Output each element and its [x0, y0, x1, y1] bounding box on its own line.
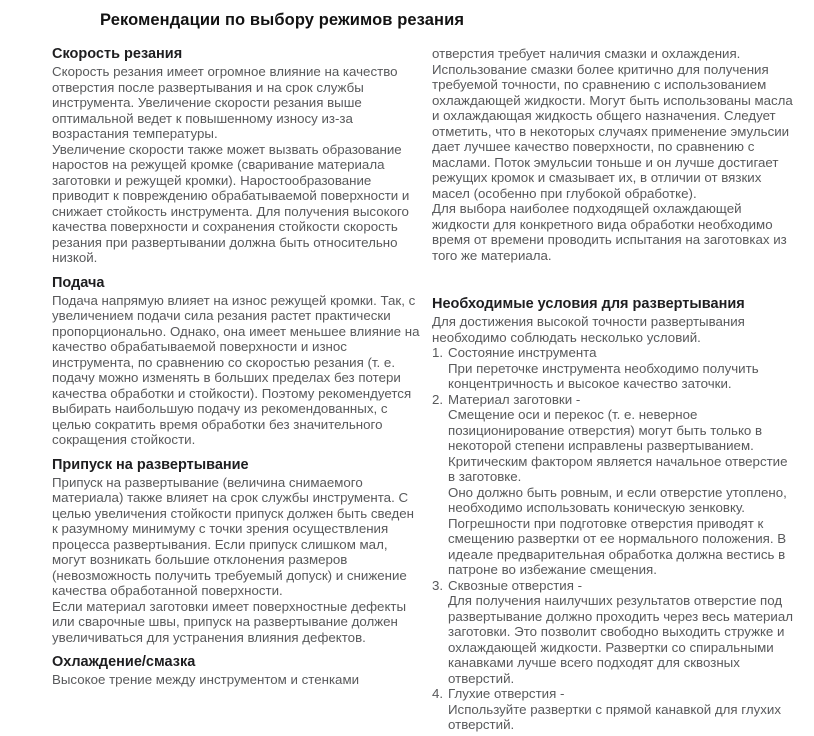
- paragraph: Оно должно быть ровным, и если отверстие утоплено, необходимо использовать коническую зенковку. Погрешности при подготовке отверстия приводят к смещению развертки от ее нормального положения. В идеале предварительная обработка должна вестись в патроне во избежание смещения.: [448, 484, 787, 577]
- list-item-number: 3.: [432, 577, 444, 593]
- section-heading-cooling-lubrication: Охлаждение/смазка: [52, 654, 196, 670]
- list-item-number: 1.: [432, 345, 444, 360]
- section-heading-cutting-speed: Скорость резания: [52, 46, 183, 62]
- list-item-number: 4.: [432, 686, 444, 701]
- section-cutting-speed: [52, 46, 420, 266]
- left-column: [52, 46, 420, 733]
- list-item-title: Состояние инструмента: [448, 345, 597, 360]
- paragraph: Используйте развертки с прямой канавкой для глухих отверстий.: [448, 701, 781, 732]
- section-heading-reaming-allowance: Припуск на развертывание: [52, 456, 249, 473]
- two-column-layout: [52, 46, 794, 733]
- list-item-content: [448, 392, 794, 578]
- paragraph: Подача напрямую влияет на износ режущей кромки. Так, с увеличением подачи сила резания растет практически пропорционально. Однако, она имеет меньшее влияние на качество обрабатываемой поверхности и износ инструмента, по сравнению со скоростью резания (т. е. подачу можно изменять в больших пределах без потери качества обработки и стойкости). Поэтому рекомендуется выбирать наибольшую подачу из рекомендованных, с целью сократить время обработки без значительного сокращения стойкости.: [52, 292, 420, 447]
- paragraph: Скорость резания имеет огромное влияние на качество отверстия после развертывания и на срок службы инструмента. Увеличение скорости резания выше оптимальной ведет к повышенному износу из-за возрастания температуры.: [52, 64, 398, 141]
- conditions-intro: Для достижения высокой точности развертывания необходимо соблюдать несколько условий.: [432, 314, 745, 345]
- section-cooling-lubrication: [52, 654, 420, 688]
- paragraph: Высокое трение между инструментом и стенками: [52, 672, 360, 687]
- section-reaming-conditions: [432, 296, 794, 733]
- paragraph-coolant-selection: Для выбора наиболее подходящей охлаждающей жидкости для конкретного вида обработки необходимо время от времени проводить испытания на заготовках из того же материала.: [432, 201, 787, 263]
- list-item-number: 2.: [432, 391, 444, 407]
- list-item-content: [448, 686, 794, 733]
- paragraph-cooling-continuation: отверстия требует наличия смазки и охлаждения. Использование смазки более критично для получения требуемой точности, по сравнению с использованием охлаждающей жидкости. Могут быть использованы масла и охлаждающая жидкость общего назначения. Следует отметить, что в некоторых случаях применение эмульсии дает лучшее качество поверхности, по сравнению с маслами. Поток эмульсии тоньше и он лучше достигает режущих кромок и смазывает их, в отличии от вязких масел (особенно при глубокой обработке).: [432, 46, 793, 201]
- list-item-content: [448, 345, 794, 392]
- paragraph: Припуск на развертывание (величина снимаемого материала) также влияет на срок службы инструмента. С целью увеличения стойкости припуск должен быть сведен к разумному минимуму с точки зрения осуществления процесса развертывания. Если припуск слишком мал, могут возникать большие отклонения размеров (невозможность получить требуемый допуск) и снижение качества обработанной поверхности.: [52, 474, 414, 598]
- paragraph: Увеличение скорости также может вызвать образование наростов на режущей кромке (сваривание материала заготовки и режущей кромки). Наростообразование приводит к повреждению обрабатываемой поверхности и снижает стойкость инструмента. Для получения высокого качества поверхности и сохранения стойкости скорость резания при развертывании должна быть относительно низкой.: [52, 141, 410, 265]
- section-heading-feed: Подача: [52, 274, 105, 291]
- right-column: [432, 46, 794, 733]
- list-item-through-holes: [432, 578, 794, 687]
- paragraph: Для получения наилучших результатов отверстие под развертывание должно проходить через весь материал заготовки. Это позволит свободно выходить стружке и охлаждающей жидкости. Развертки со спиральными канавками лучше всего подходят для сквозных отверстий.: [448, 593, 794, 686]
- list-item-tool-condition: [432, 345, 794, 392]
- section-feed: [52, 275, 420, 448]
- paragraph: Смещение оси и перекос (т. е. неверное позиционирование отверстия) могут быть только в некоторой степени исправлены развертыванием. Критическим фактором является начальное отверстие в заготовке.: [448, 407, 788, 484]
- list-item-workpiece-material: [432, 392, 794, 578]
- list-item-blind-holes: [432, 686, 794, 733]
- page-title: Рекомендации по выбору режимов резания: [100, 11, 465, 29]
- list-item-title: Материал заготовки -: [448, 391, 581, 407]
- list-item-title: Сквозные отверстия -: [448, 577, 583, 593]
- list-item-title: Глухие отверстия -: [448, 686, 565, 701]
- paragraph: Если материал заготовки имеет поверхностные дефекты или сварочные швы, припуск на развертывание должен увеличиваться для устранения влияния дефектов.: [52, 598, 407, 645]
- paragraph: При переточке инструмента необходимо получить концентричность и высокое качество заточки.: [448, 360, 759, 391]
- section-reaming-allowance: [52, 457, 420, 646]
- section-heading-reaming-conditions: Необходимые условия для развертывания: [432, 296, 745, 312]
- list-item-content: [448, 578, 794, 687]
